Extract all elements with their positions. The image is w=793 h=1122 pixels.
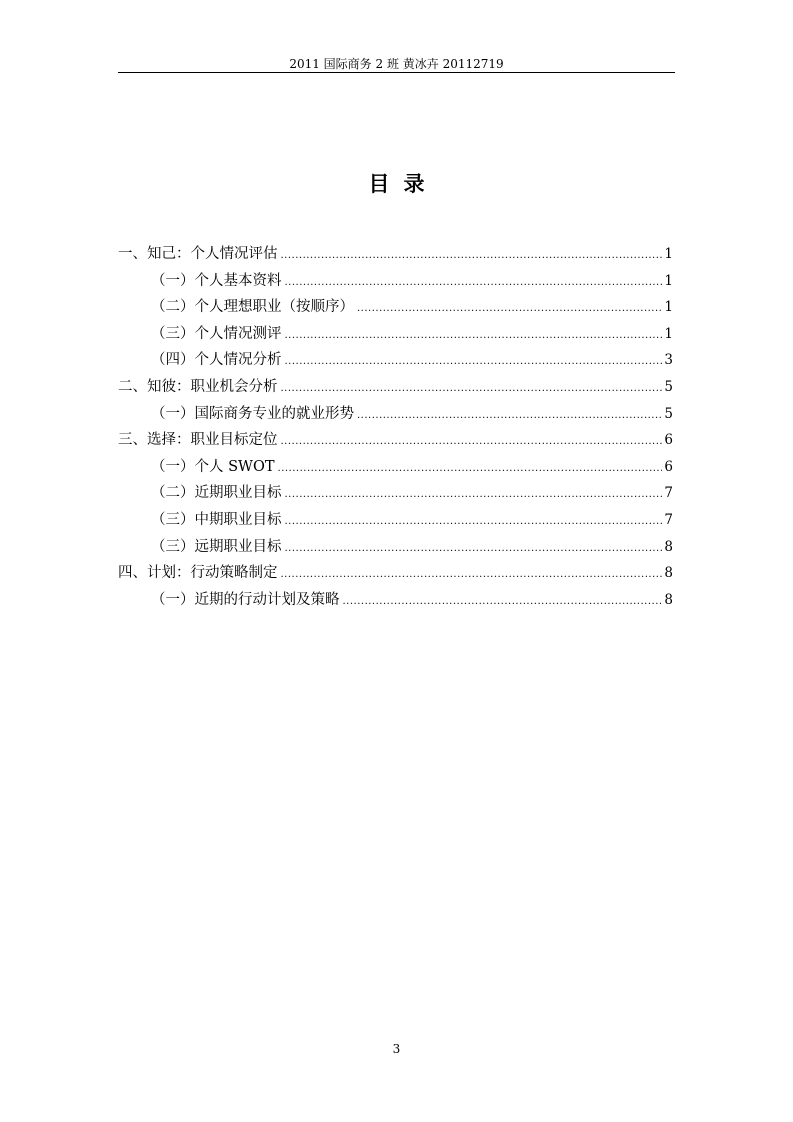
toc-dot-leader xyxy=(285,323,663,350)
toc-entry-page: 1 xyxy=(664,272,673,289)
toc-dot-leader xyxy=(278,456,663,483)
toc-dot-leader xyxy=(285,509,663,536)
toc-entry-page: 5 xyxy=(664,378,673,395)
toc-entry[interactable] xyxy=(118,268,673,295)
toc-title: 目录 xyxy=(368,172,439,196)
toc-entry[interactable] xyxy=(118,321,673,348)
toc-entry-page: 1 xyxy=(664,246,673,262)
toc-entry-label: （三）中期职业目标 xyxy=(151,511,282,528)
header-rule xyxy=(118,72,675,73)
toc-entry[interactable] xyxy=(118,454,673,481)
toc-dot-leader xyxy=(281,376,663,403)
toc-entry-page: 8 xyxy=(664,591,673,608)
toc-entry-label: 四、计划：行动策略制定 xyxy=(118,565,278,582)
toc-entry-label: （一）个人 SWOT xyxy=(151,458,275,475)
toc-entry[interactable] xyxy=(118,560,673,587)
toc-entry-label: （三）个人情况测评 xyxy=(151,325,282,342)
toc-entry-page: 5 xyxy=(664,405,673,422)
toc-entry[interactable] xyxy=(118,347,673,374)
toc-entry-label: （一）个人基本资料 xyxy=(151,272,282,289)
toc-entry-page: 6 xyxy=(664,458,673,475)
toc-entry-page: 1 xyxy=(664,299,673,316)
toc-entry[interactable] xyxy=(118,534,673,561)
toc-dot-leader xyxy=(281,243,663,270)
toc-entry-page: 8 xyxy=(664,538,673,555)
toc-entry-label: （一）近期的行动计划及策略 xyxy=(151,591,340,608)
toc-entry[interactable] xyxy=(118,294,673,321)
toc-entry-label: （二）近期职业目标 xyxy=(151,485,282,502)
toc-entry[interactable] xyxy=(118,241,673,268)
toc-entry-page: 3 xyxy=(664,352,673,369)
toc-entry[interactable] xyxy=(118,587,673,614)
toc-dot-leader xyxy=(357,296,662,323)
toc-entry[interactable] xyxy=(118,427,673,454)
toc-entry[interactable] xyxy=(118,507,673,534)
toc-dot-leader xyxy=(343,589,663,616)
toc-entry-label: （一）国际商务专业的就业形势 xyxy=(151,405,354,422)
toc-entry-page: 6 xyxy=(664,432,673,449)
toc-entry-label: 二、知彼：职业机会分析 xyxy=(118,378,278,395)
toc-entry-label: （四）个人情况分析 xyxy=(151,352,282,369)
toc-entry-page: 8 xyxy=(664,565,673,582)
table-of-contents xyxy=(118,241,673,613)
toc-entry-page: 7 xyxy=(664,511,673,528)
toc-dot-leader xyxy=(281,429,663,456)
toc-entry-page: 1 xyxy=(664,325,673,342)
toc-entry-label: （三）远期职业目标 xyxy=(151,538,282,555)
running-header: 2011 国际商务 2 班 黄冰卉 20112719 xyxy=(289,57,504,71)
toc-entry[interactable] xyxy=(118,401,673,428)
toc-dot-leader xyxy=(285,270,663,297)
toc-dot-leader xyxy=(281,562,663,589)
toc-entry[interactable] xyxy=(118,374,673,401)
toc-dot-leader xyxy=(357,403,662,430)
toc-entry[interactable] xyxy=(118,480,673,507)
toc-entry-label: 一、知己：个人情况评估 xyxy=(118,246,278,262)
toc-dot-leader xyxy=(285,349,663,376)
toc-dot-leader xyxy=(285,482,663,509)
toc-entry-label: （二）个人理想职业（按顺序） xyxy=(151,299,354,316)
toc-dot-leader xyxy=(285,536,663,563)
toc-entry-label: 三、选择：职业目标定位 xyxy=(118,432,278,449)
toc-entry-page: 7 xyxy=(664,485,673,502)
page-number: 3 xyxy=(392,1042,401,1056)
